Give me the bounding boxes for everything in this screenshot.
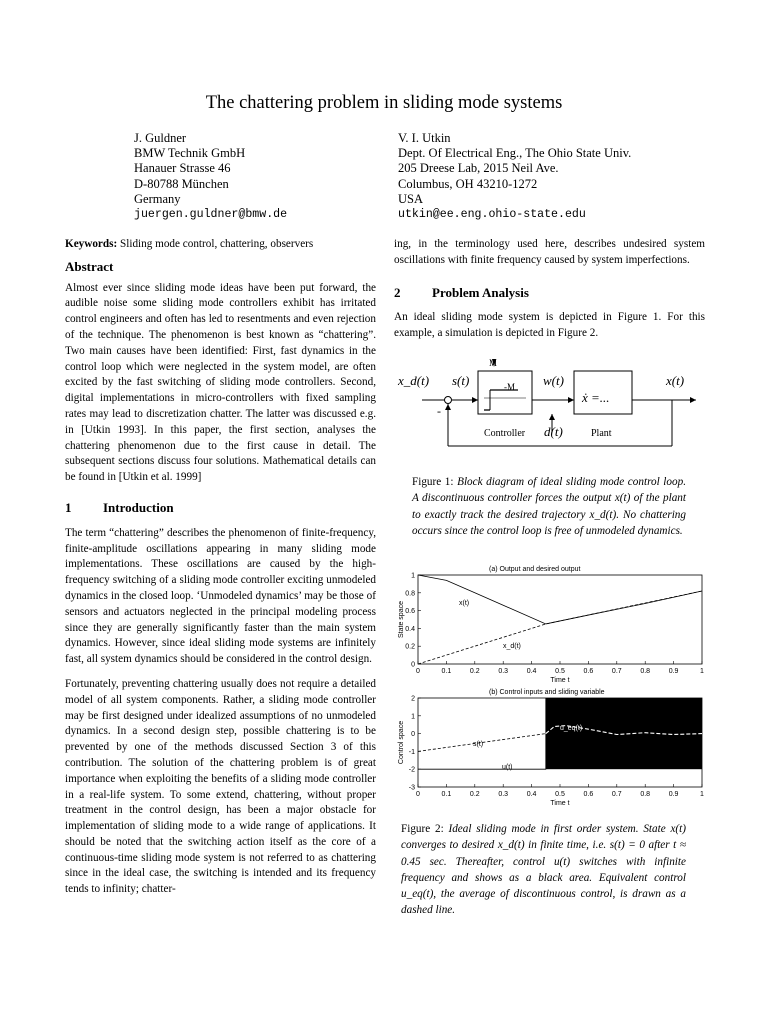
caption-label: Figure 1: [412,476,454,488]
intro-heading [65,500,376,516]
x-tick-label: 1 [700,668,704,675]
caption-text: Ideal sliding mode in first order system. State x(t) converges to desired x_d(t) in finite time, i.e. s(t) = 0 after t ≈ 0.45 sec. Thereafter, control u(t) switches with infinite frequency and shows as a black area. Equivalent control u_eq(t), the average of discontinuous control, is drawn as a dashed line. [401,823,686,917]
diagram-M-label: M [489,358,498,368]
figure-1-caption [412,474,686,539]
series-label-s: s(t) [473,741,484,748]
x-tick-label: 0.1 [441,668,452,675]
x-tick-label: 0.2 [469,668,480,675]
intro-paragraph-1: The term “chattering” describes the phenomenon of finite-frequency, finite-amplitude oscillations appearing in many sliding mode implementations. These oscillations are caused by the high-frequency switching of a sliding mode controller exciting unmodeled dynamics in the closed loop. ‘Unmodeled dynamics’ may be those of sensors and actuators neglected in the principal modeling process since they are generally significantly faster than the main system dynamics. However, since ideal sliding mode systems are infinitely fast, all system dynamics should be considered in the control design. [65,526,376,666]
y-tick-label: -2 [408,766,415,774]
diagram-d-label: d(t) [544,424,563,439]
chart-title: (a) Output and desired output [489,566,581,573]
x-tick-label: 0.9 [668,791,679,798]
diagram-controller-label: Controller [484,428,526,439]
author-name: J. Guldner [134,131,187,145]
analysis-heading [394,285,705,301]
x-tick-label: 0.8 [640,791,651,798]
y-tick-label: 2 [411,695,415,703]
y-tick-label: 0 [411,731,415,739]
y-tick-label: -1 [408,748,415,756]
diagram-s-label: s(t) [452,373,470,388]
diagram-plant-label: Plant [591,428,612,439]
x-tick-label: 1 [700,791,704,798]
author-affiliation-line: Dept. Of Electrical Eng., The Ohio State Univ. [398,146,632,161]
x-tick-label: 0.3 [498,668,509,675]
x-tick-label: 0.7 [611,668,622,675]
section-number: 2 [394,284,401,300]
author-affiliation-line: BMW Technik GmbH [134,146,246,161]
abstract-heading: Abstract [65,258,114,274]
x-tick-label: 0 [416,791,420,798]
author-email: juergen.guldner@bmw.de [134,208,288,222]
caption-label: Figure 2: [401,823,444,835]
author-email: utkin@ee.eng.ohio-state.edu [398,208,586,222]
diagram-minus-sign: - [437,404,441,418]
plot-frame [418,575,702,664]
y-tick-label: 0.2 [405,643,415,651]
x-tick-label: 0 [416,668,420,675]
author-affiliation-line: USA [398,191,424,206]
y-tick-label: 1 [411,713,415,721]
author-affiliation-line: Germany [134,191,181,206]
keywords-text: Sliding mode control, chattering, observers [120,238,314,250]
keywords [65,237,376,253]
x-tick-label: 0.9 [668,668,679,675]
series-label-ueq: u_eq(t) [560,725,583,732]
x-axis-label: Time t [550,677,570,684]
author-affiliation-line: D-80788 München [134,176,229,191]
y-tick-label: 0.6 [405,608,415,616]
author-affiliation-line: Columbus, OH 43210-1272 [398,176,538,191]
x-tick-label: 0.5 [555,791,565,798]
x-tick-label: 0.7 [611,791,622,798]
chart-title: (b) Control inputs and sliding variable [489,689,605,696]
x-tick-label: 0.4 [526,791,537,798]
analysis-paragraph: An ideal sliding mode system is depicted in Figure 1. For this example, a simulation is depicted in Figure 2. [394,311,705,340]
section-title: Problem Analysis [432,284,529,300]
x-tick-label: 0.2 [469,791,480,798]
x-tick-label: 0.4 [526,668,537,675]
series-label-x: x(t) [459,600,470,607]
diagram-x-label: x(t) [666,373,685,388]
section-title: Introduction [103,499,174,515]
left-column [65,237,376,898]
paper-title: The chattering problem in sliding mode systems [205,93,563,113]
chart-b-control-space [390,684,710,812]
author-affiliation-line: Hanauer Strasse 46 [134,161,231,176]
diagram-xd-label: x_d(t) [398,373,430,388]
continued-paragraph: ing, in the terminology used here, describes undesired system oscillations with finite frequency caused by system imperfections. [394,238,705,266]
x-tick-label: 0.1 [441,791,452,798]
figure-2-caption [401,821,686,919]
y-tick-label: -3 [408,784,415,792]
x-tick-label: 0.5 [555,668,565,675]
x-axis-label: Time t [550,800,570,807]
y-axis-label: Control space [398,720,405,765]
y-tick-label: 0 [411,661,415,669]
diagram-negM-label: -M [504,382,515,392]
y-tick-label: 1 [411,572,415,580]
author-name: V. I. Utkin [398,131,451,145]
diagram-w-label: w(t) [543,373,564,388]
series-label-xd: x_d(t) [503,643,521,650]
y-tick-label: 0.8 [405,590,415,598]
y-tick-label: 0.4 [405,625,415,633]
abstract-text: Almost ever since sliding mode ideas have been put forward, the audible noise some sliding mode controllers exhibit has irritated control engineers and often has led to resentments and even rejection of the technique. The phenomenon is best known as “chattering”. Two main causes have been identified: First, fast dynamics in the control loop which were neglected in the system model, are often excited by the fast switching of sliding mode controllers. Second, digital implementations in micro-controllers with fixed sampling rates may lead to discretization chatter. The latter was discussed e.g. in [Utkin 1993]. In this paper, the first section, analyses the chattering phenomenon due to the first cause in detail. The subsequent sections discuss four solutions. Mathematical details can be found in [Utkin et al. 1999] [65,281,376,484]
right-column-top [394,237,705,342]
series-label-u: u(t) [502,764,513,771]
x-tick-label: 0.6 [583,668,594,675]
series-line-ut [418,698,546,769]
keywords-label: Keywords: [65,238,118,250]
author-block-1 [134,131,287,222]
figure-1-block-diagram [392,352,704,452]
section-number: 1 [65,499,72,515]
diagram-xdot-label: ẋ =... [582,390,610,405]
x-tick-label: 0.3 [498,791,509,798]
y-axis-label: State space [398,601,405,638]
x-tick-label: 0.6 [583,791,594,798]
author-affiliation-line: 205 Dreese Lab, 2015 Neil Ave. [398,161,559,176]
chart-a-state-space [390,560,710,688]
intro-paragraph-2: Fortunately, preventing chattering usually does not require a detailed model of all system components. Rather, a sliding mode controller may be first designed under idealized assumptions of no unmodeled dynamics. In a second design step, possible chattering is to be prevented by one of the methods discussed Section 3 of this contribution. The solution of the chattering problem is of great importance when exploiting the benefits of a sliding mode controller in a real-life system. To some extend, chattering, without proper treatment in the control design, has been a major obstacle for implementation of sliding mode to a wide range of applications. It should be noted that the switching action itself as the core of a continuous-time sliding mode system is not referred to as chattering since in the ideal case, the switching is intended and its frequency tends to infinity; chatter- [65,677,376,896]
x-tick-label: 0.8 [640,668,651,675]
author-block-2 [398,131,631,222]
caption-text: Block diagram of ideal sliding mode control loop. A discontinuous controller forces the output x(t) of the plant to exactly track the desired trajectory x_d(t). No chattering occurs since the control loop is free of unmodeled dynamics. [412,476,686,537]
